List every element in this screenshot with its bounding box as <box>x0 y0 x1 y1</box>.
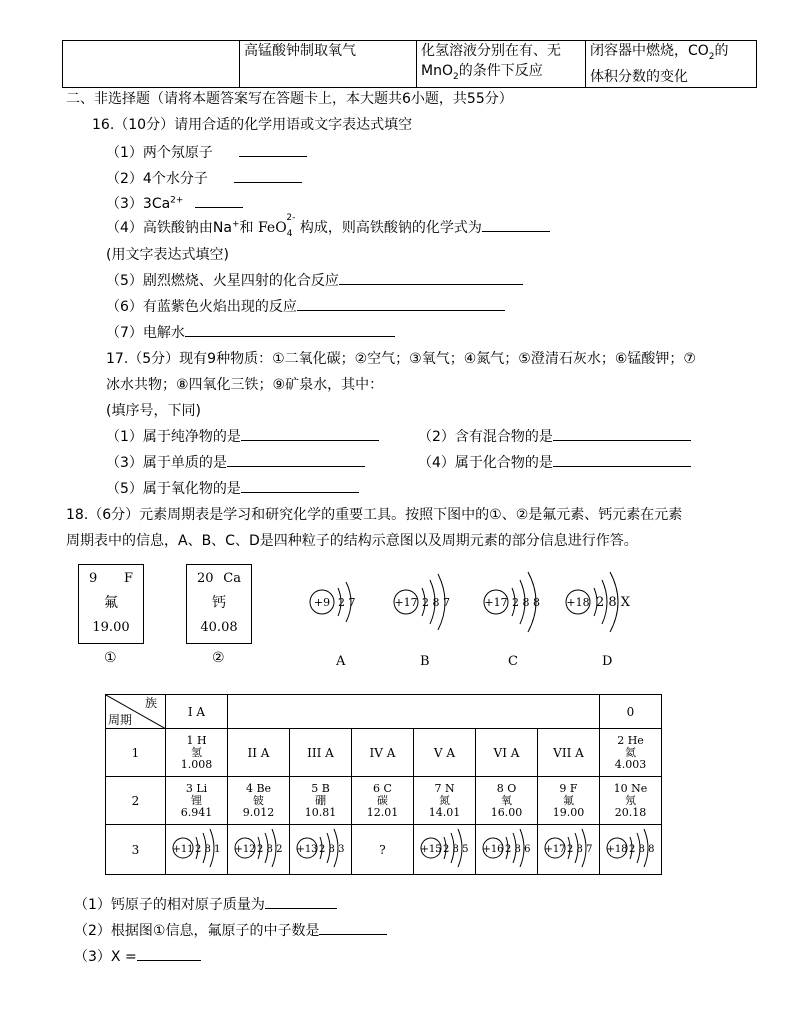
q18-line-2: 周期表中的信息，A、B、C、D是四种粒子的结构示意图以及周期元素的部分信息进行作答。 <box>66 533 638 549</box>
q16-item-5: （5）剧烈燃烧、火星四射的化合反应 <box>106 270 523 290</box>
top-table-cell-empty <box>63 41 240 88</box>
answer-blank[interactable] <box>185 322 395 337</box>
atom-cell-Al <box>290 825 352 875</box>
atom-label-d: D <box>602 654 613 669</box>
answer-blank[interactable] <box>195 193 243 208</box>
atom-structure <box>291 825 351 871</box>
element-cell-N: 7 N 氮 14.01 <box>414 777 476 825</box>
element-symbol: Ca <box>223 571 241 586</box>
svg-text:2 8 5: 2 8 5 <box>442 844 468 855</box>
svg-text:+13: +13 <box>295 844 318 855</box>
top-table-cell-3: 闭容器中燃烧，$CO_2$的 体积分数的变化 <box>586 41 757 88</box>
group-header-IVA: IV A <box>352 729 414 777</box>
answer-blank[interactable] <box>241 478 359 493</box>
atom-structure <box>167 825 227 871</box>
q16-note: (用文字表达式填空) <box>106 247 229 263</box>
top-table-cell-2: 化氢溶液分别在有、无 MnO$_2$的条件下反应 <box>417 41 586 88</box>
atomic-number: 20 <box>197 571 214 586</box>
element-cell-Li: 3 Li 锂 6.941 <box>166 777 228 825</box>
answer-blank[interactable] <box>265 894 337 909</box>
unknown-cell: ? <box>352 825 414 875</box>
q16-item-6: （6）有蓝紫色火焰出现的反应 <box>106 296 505 316</box>
element-cell-Ne: 10 Ne 氖 20.18 <box>600 777 662 825</box>
svg-text:+9: +9 <box>313 596 331 609</box>
element-card-fluorine <box>78 564 144 644</box>
group-header-VIA: VI A <box>476 729 538 777</box>
group-header-VIIA: VII A <box>538 729 600 777</box>
atom-diagram-c <box>484 572 540 632</box>
svg-text:2 8 1: 2 8 1 <box>194 844 220 855</box>
atom-structure <box>539 825 599 871</box>
svg-text:2 8 7: 2 8 7 <box>422 596 450 609</box>
element-cell-B: 5 B 硼 10.81 <box>290 777 352 825</box>
svg-text:+15: +15 <box>419 844 442 855</box>
group-header-VA: V A <box>414 729 476 777</box>
element-cell-C: 6 C 碳 12.01 <box>352 777 414 825</box>
q16-item-3: $(3)3Ca^{2+}$ <box>106 193 243 213</box>
svg-text:+18: +18 <box>566 596 590 609</box>
card-label-2: ② <box>212 650 225 666</box>
atom-structure <box>229 825 289 871</box>
svg-text:2 8 8: 2 8 8 <box>512 596 540 609</box>
atom-diagram-b <box>394 574 450 630</box>
answer-blank[interactable] <box>319 920 387 935</box>
periodic-table <box>105 694 662 875</box>
atom-cell-Mg <box>228 825 290 875</box>
table-corner: 族 周期 <box>106 695 166 729</box>
q17-item-2: （2）含有混合物的是 <box>418 426 691 446</box>
answer-blank[interactable] <box>297 296 505 311</box>
svg-text:2 8 X: 2 8 X <box>596 595 631 610</box>
atom-cell-P <box>414 825 476 875</box>
group-header-IIIA: III A <box>290 729 352 777</box>
atom-cell-S <box>476 825 538 875</box>
element-cell-Be: 4 Be 铍 9.012 <box>228 777 290 825</box>
atom-label-b: B <box>420 654 430 669</box>
group-header-IA: I A <box>166 695 228 729</box>
header-empty <box>228 695 600 729</box>
svg-text:2 8 3: 2 8 3 <box>318 844 344 855</box>
q18-item-1: （1）钙原子的相对原子质量为 <box>74 894 337 914</box>
atom-label-c: C <box>508 654 518 669</box>
element-cell-H: 1 H 氢 1.008 <box>166 729 228 777</box>
atom-cell-Na <box>166 825 228 875</box>
element-cell-O: 8 O 氧 16.00 <box>476 777 538 825</box>
svg-text:+17: +17 <box>394 596 418 609</box>
svg-text:+16: +16 <box>481 844 504 855</box>
q17-note: (填序号，下同) <box>106 403 201 419</box>
atom-structure <box>415 825 475 871</box>
period-2: 2 <box>106 777 166 825</box>
section-title: 二、非选择题（请将本题答案写在答题卡上，本大题共6小题，共55分） <box>66 91 513 107</box>
svg-text:2 8 7: 2 8 7 <box>566 844 592 855</box>
element-cell-F: 9 F 氟 19.00 <box>538 777 600 825</box>
svg-text:+17: +17 <box>484 596 508 609</box>
q16-item-2: （2）4个水分子 <box>106 168 302 188</box>
q17-line-1: 17.（5分）现有9种物质：①二氧化碳；②空气；③氧气；④氮气；⑤澄清石灰水；⑥锰酸钾；⑦ <box>106 351 696 367</box>
answer-blank[interactable] <box>241 426 379 441</box>
q17-item-4: （4）属于化合物的是 <box>418 452 691 472</box>
element-name: 氟 <box>104 595 118 611</box>
element-card-calcium <box>186 564 252 644</box>
group-header-0: 0 <box>600 695 662 729</box>
q17-line-2: 冰水共物；⑧四氧化三铁；⑨矿泉水，其中： <box>106 377 384 393</box>
atom-diagram-a <box>310 582 356 622</box>
atom-diagrams <box>300 558 660 658</box>
q18-line-1: 18.（6分）元素周期表是学习和研究化学的重要工具。按照下图中的①、②是氟元素、钙元素在元素 <box>66 507 683 523</box>
atom-label-a: A <box>336 654 346 669</box>
atom-structure <box>601 825 661 871</box>
q18-item-2: （2）根据图①信息，氟原子的中子数是 <box>74 920 387 940</box>
top-table-cell-1: 高锰酸钟制取氧气 <box>240 41 417 88</box>
answer-blank[interactable] <box>227 452 365 467</box>
element-symbol: F <box>123 571 133 586</box>
q16-item-4: （4）高铁酸钠由Na+和 FeO$_4^{2-}$ 构成，则高铁酸钠的化学式为 <box>106 217 550 239</box>
svg-text:2 7: 2 7 <box>338 596 356 609</box>
q17-item-5: （5）属于氧化物的是 <box>106 478 359 498</box>
atomic-mass: 19.00 <box>92 620 130 635</box>
answer-blank[interactable] <box>234 168 302 183</box>
atomic-mass: 40.08 <box>200 620 238 635</box>
svg-text:2 8 2: 2 8 2 <box>256 844 282 855</box>
element-cell-He: 2 He 氦 4.003 <box>600 729 662 777</box>
period-1: 1 <box>106 729 166 777</box>
atom-diagram-d <box>566 572 631 632</box>
answer-blank[interactable] <box>339 270 523 285</box>
atomic-number: 9 <box>89 571 98 586</box>
q17-item-1: （1）属于纯净物的是 <box>106 426 379 446</box>
svg-text:+11: +11 <box>171 844 194 855</box>
svg-text:2 8 6: 2 8 6 <box>504 844 530 855</box>
q17-item-3: （3）属于单质的是 <box>106 452 365 472</box>
group-header-IIA: II A <box>228 729 290 777</box>
q16-item-1: （1）两个氖原子 <box>106 142 307 162</box>
answer-blank[interactable] <box>553 452 691 467</box>
answer-blank[interactable] <box>553 426 691 441</box>
atom-cell-Ar <box>600 825 662 875</box>
answer-blank[interactable] <box>137 946 201 961</box>
svg-text:+17: +17 <box>543 844 566 855</box>
top-table <box>62 40 757 88</box>
answer-blank[interactable] <box>482 217 550 232</box>
element-name: 钙 <box>212 595 226 611</box>
answer-blank[interactable] <box>239 142 307 157</box>
period-3: 3 <box>106 825 166 875</box>
svg-text:+12: +12 <box>233 844 256 855</box>
svg-text:+18: +18 <box>605 844 628 855</box>
q16-title: 16.（10分）请用合适的化学用语或文字表达式填空 <box>92 117 413 133</box>
card-label-1: ① <box>104 650 117 666</box>
q18-item-3: （3）X = <box>74 946 201 966</box>
svg-text:2 8 8: 2 8 8 <box>628 844 654 855</box>
q16-item-7: （7）电解水 <box>106 322 395 342</box>
atom-structure <box>477 825 537 871</box>
atom-cell-Cl <box>538 825 600 875</box>
